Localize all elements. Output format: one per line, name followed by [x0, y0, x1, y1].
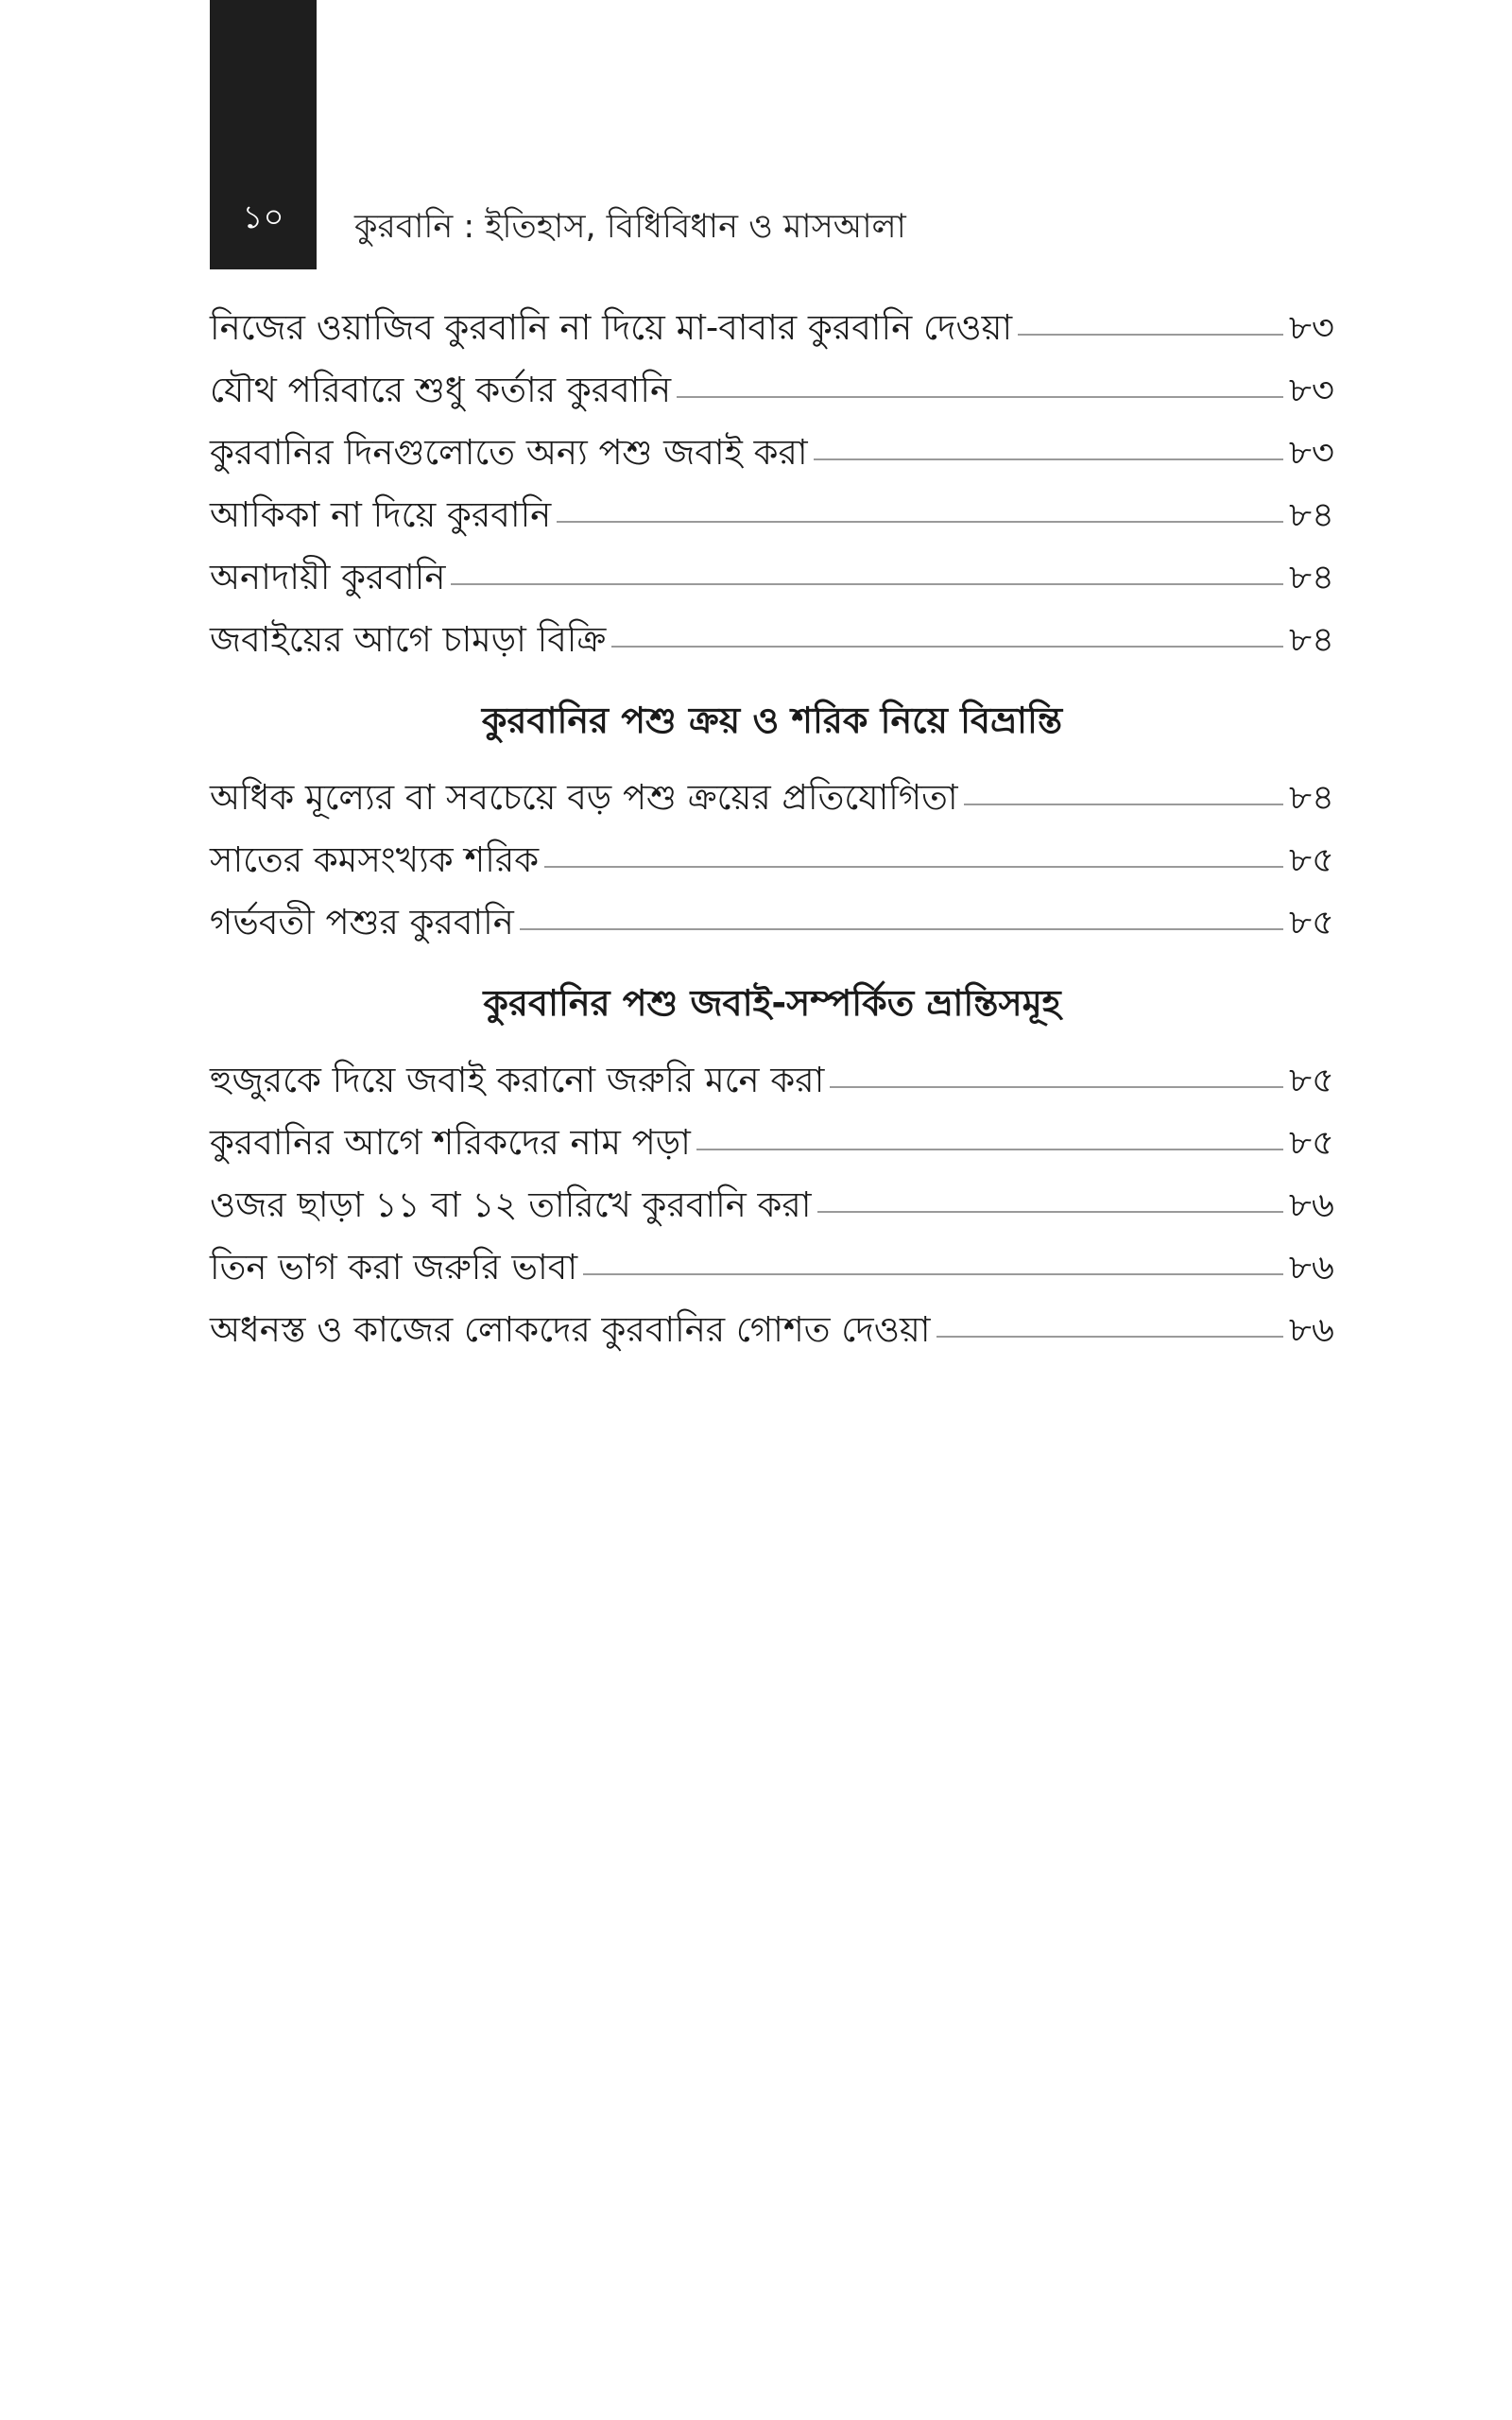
toc-entry-page: ৮৫ — [1288, 1059, 1334, 1100]
toc-entry-title: কুরবানির আগে শরিকদের নাম পড়া — [210, 1121, 691, 1163]
dot-leader — [520, 928, 1283, 930]
toc-entry[interactable] — [210, 547, 1334, 610]
toc-entry[interactable] — [210, 1237, 1334, 1300]
toc-entry-title: অধনস্ত ও কাজের লোকদের কুরবানির গোশত দেওয়া — [210, 1308, 931, 1350]
toc-entry[interactable] — [210, 768, 1334, 830]
toc-entry-title: গর্ভবতী পশুর কুরবানি — [210, 901, 514, 942]
toc-entry-page: ৮৪ — [1288, 618, 1334, 660]
toc-entry-title: সাতের কমসংখ্যক শরিক — [210, 838, 540, 880]
toc-entry[interactable] — [210, 1113, 1334, 1175]
dot-leader — [830, 1086, 1283, 1088]
page-number: ১০ — [242, 199, 284, 236]
dot-leader — [1018, 334, 1283, 336]
toc-entry-title: কুরবানির দিনগুলোতে অন্য পশু জবাই করা — [210, 431, 808, 473]
dot-leader — [964, 804, 1283, 805]
toc-entry[interactable] — [210, 423, 1334, 485]
toc-entry[interactable] — [210, 892, 1334, 955]
toc-entry-title: নিজের ওয়াজিব কুরবানি না দিয়ে মা-বাবার কুরবানি দেওয়া — [210, 306, 1013, 348]
toc-entry-page: ৮৪ — [1288, 776, 1334, 818]
dot-leader — [451, 583, 1283, 585]
toc-entry-page: ৮৩ — [1288, 431, 1334, 473]
toc-entry[interactable] — [210, 830, 1334, 892]
dot-leader — [544, 866, 1283, 868]
toc-entry[interactable] — [210, 485, 1334, 547]
toc-entry-page: ৮৪ — [1288, 556, 1334, 597]
toc-entry-page: ৮৫ — [1288, 838, 1334, 880]
dot-leader — [696, 1149, 1283, 1150]
toc-entry-title: জবাইয়ের আগে চামড়া বিক্রি — [210, 618, 607, 660]
toc-entry-page: ৮৬ — [1288, 1246, 1334, 1288]
toc-entry[interactable] — [210, 1300, 1334, 1362]
dot-leader — [817, 1211, 1283, 1213]
toc-entry-page: ৮৫ — [1288, 1121, 1334, 1163]
dot-leader — [677, 396, 1283, 398]
toc-entry-page: ৮৫ — [1288, 901, 1334, 942]
toc-entry[interactable] — [210, 1050, 1334, 1113]
section-heading: কুরবানির পশু ক্রয় ও শরিক নিয়ে বিভ্রান্তি — [481, 700, 1063, 741]
toc-entry-page: ৮৪ — [1288, 493, 1334, 535]
dot-leader — [557, 521, 1283, 523]
running-header: কুরবানি : ইতিহাস, বিধিবিধান ও মাসআলা — [354, 208, 906, 246]
toc-entry[interactable] — [210, 610, 1334, 672]
toc-entry-title: তিন ভাগ করা জরুরি ভাবা — [210, 1246, 578, 1288]
toc-entry[interactable] — [210, 298, 1334, 360]
table-of-contents — [210, 298, 1334, 1362]
dot-leader — [583, 1273, 1283, 1275]
dot-leader — [611, 646, 1283, 648]
toc-entry-page: ৮৬ — [1288, 1308, 1334, 1350]
dot-leader — [936, 1336, 1283, 1338]
toc-entry-title: ওজর ছাড়া ১১ বা ১২ তারিখে কুরবানি করা — [210, 1184, 812, 1225]
toc-entry-page: ৮৩ — [1288, 369, 1334, 410]
toc-entry-title: অনাদায়ী কুরবানি — [210, 556, 446, 597]
section-heading: কুরবানির পশু জবাই-সম্পর্কিত ভ্রান্তিসমূহ — [483, 982, 1061, 1024]
toc-entry-title: আকিকা না দিয়ে কুরবানি — [210, 493, 552, 535]
toc-entry-title: যৌথ পরিবারে শুধু কর্তার কুরবানি — [210, 369, 672, 410]
toc-entry-page: ৮৬ — [1288, 1184, 1334, 1225]
toc-entry[interactable] — [210, 360, 1334, 423]
toc-entry-page: ৮৩ — [1288, 306, 1334, 348]
toc-entry-title: অধিক মূল্যের বা সবচেয়ে বড় পশু ক্রয়ের প্রতিযোগিতা — [210, 776, 958, 818]
toc-entry-title: হুজুরকে দিয়ে জবাই করানো জরুরি মনে করা — [210, 1059, 825, 1100]
toc-entry[interactable] — [210, 1175, 1334, 1237]
dot-leader — [814, 458, 1283, 460]
